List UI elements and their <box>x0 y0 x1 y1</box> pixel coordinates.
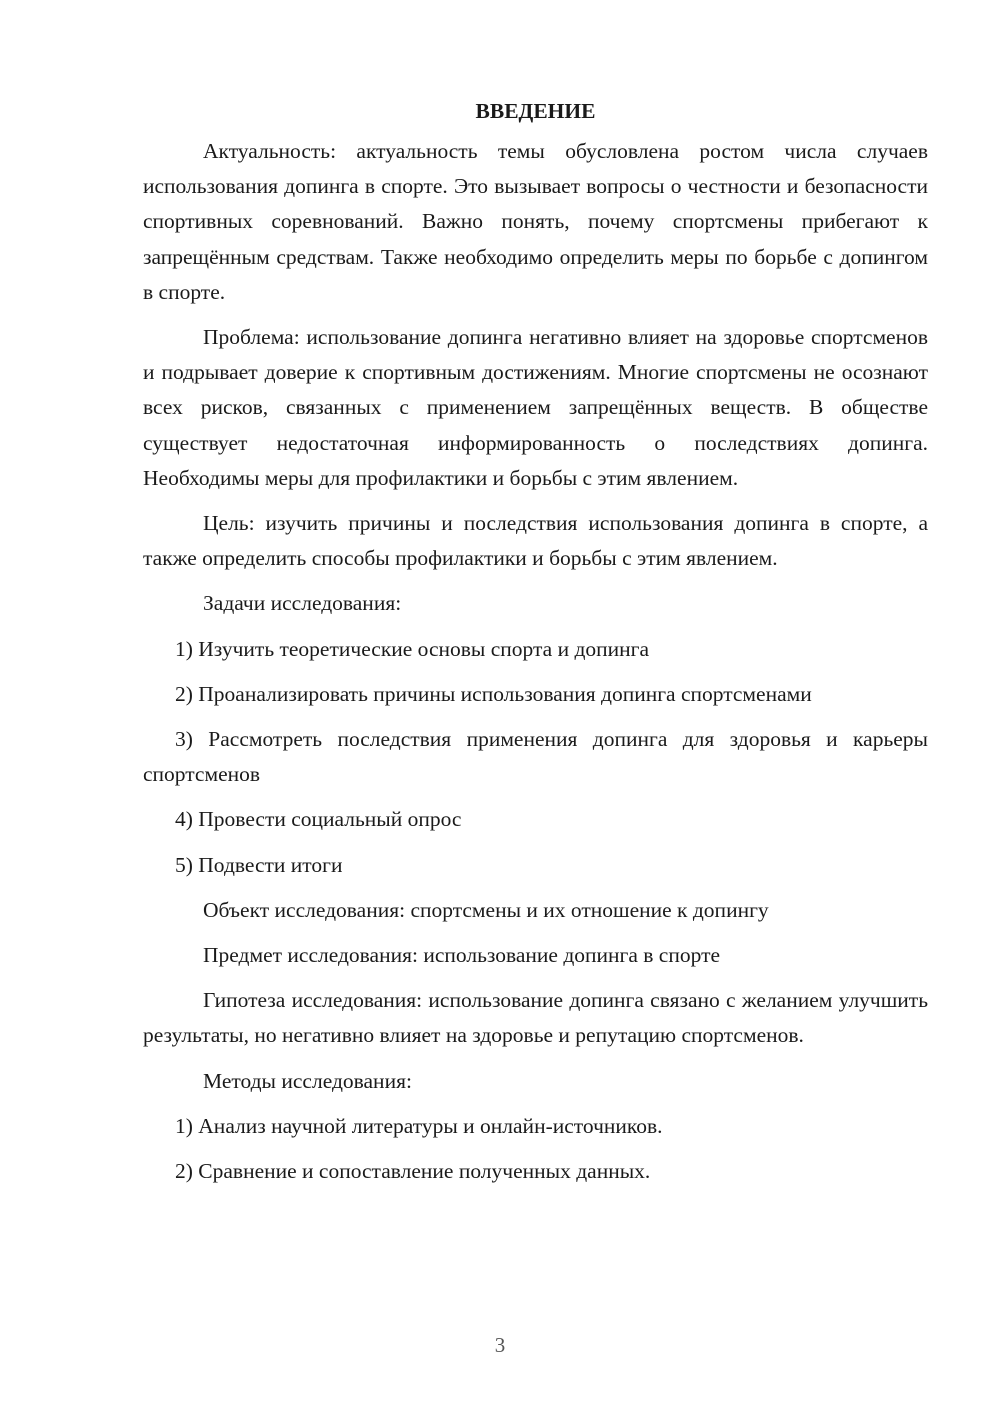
method-item: 2) Сравнение и сопоставление полученных данных. <box>175 1159 651 1184</box>
method-item: 1) Анализ научной литературы и онлайн-источников. <box>175 1113 663 1138</box>
hypothesis-paragraph: Гипотеза исследования: использование допинга связано с желанием улучшить результаты, но негативно влияет на здоровье и репутацию спортсменов. <box>143 988 928 1048</box>
methods-heading: Методы исследования: <box>203 1068 412 1093</box>
tasks-heading: Задачи исследования: <box>203 591 402 616</box>
object-paragraph: Объект исследования: спортсмены и их отношение к допингу <box>203 897 769 922</box>
page-number: 3 <box>494 1333 506 1357</box>
task-item: 2) Проанализировать причины использования допинга спортсменами <box>175 681 812 706</box>
document-page <box>143 96 928 1199</box>
page-title: ВВЕДЕНИЕ <box>475 99 596 123</box>
task-item: 3) Рассмотреть последствия применения допинга для здоровья и карьеры спортсменов <box>143 727 928 787</box>
goal-paragraph: Цель: изучить причины и последствия использования допинга в спорте, а также определить способы профилактики и борьбы с этим явлением. <box>143 511 928 571</box>
task-item: 5) Подвести итоги <box>175 852 343 877</box>
task-item: 1) Изучить теоретические основы спорта и допинга <box>175 636 650 661</box>
problem-paragraph: Проблема: использование допинга негативно влияет на здоровье спортсменов и подрывает доверие к спортивным достижениям. Многие спортсмены не осознают всех рисков, связанных с применением запрещённых веществ. В обществе существует недостаточная информированность о последствиях допинга. Необходимы меры для профилактики и борьбы с этим явлением. <box>143 325 928 490</box>
task-item: 4) Провести социальный опрос <box>175 807 462 832</box>
relevance-paragraph: Актуальность: актуальность темы обусловлена ростом числа случаев использования допинга в спорте. Это вызывает вопросы о честности и безопасности спортивных соревнований. Важно понять, почему спортсмены прибегают к запрещённым средствам. Также необходимо определить меры по борьбе с допингом в спорте. <box>143 139 928 304</box>
subject-paragraph: Предмет исследования: использование допинга в спорте <box>203 943 721 968</box>
